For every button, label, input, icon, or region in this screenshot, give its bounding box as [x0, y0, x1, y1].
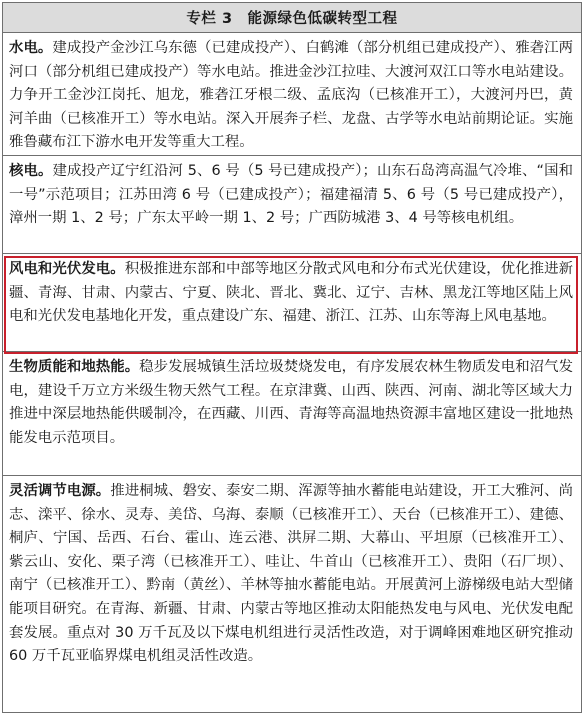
section-body: 建成投产金沙江乌东德（已建成投产）、白鹤滩（部分机组已建成投产）、雅砻江两河口（部分机组已建成投产）等水电站。推进金沙江拉哇、大渡河双江口等水电站建设。力争开工金沙江岗托、旭龙，雅砻江牙根二级、孟底沟（已核准开工），大渡河丹巴，黄河羊曲（已核准开工）等水电站。深入开展奔子栏、龙盘、古学等水电站前期论证。实施雅鲁藏布江下游水电开发等重大工程。 [9, 40, 573, 151]
section-flexible-power [3, 476, 581, 715]
section-heading: 生物质能和地热能。 [9, 359, 140, 375]
section-hydropower [3, 33, 581, 156]
section-heading: 风电和光伏发电。 [9, 261, 125, 277]
section-body: 建成投产辽宁红沿河 5、6 号（5 号已建成投产）；山东石岛湾高温气冷堆、“国和一号”示范项目；江苏田湾 6 号（已建成投产）；福建福清 5、6 号（5 号已建成投产），漳州一期 1、2 号；广东太平岭一期 1、2 号；广西防城港 3、4 号等核电机组。 [9, 163, 573, 227]
section-body: 稳步发展城镇生活垃圾焚烧发电，有序发展农林生物质发电和沼气发电，建设千万立方米级生物天然气工程。在京津冀、山西、陕西、河南、湖北等区域大力推进中深层地热能供暖制冷，在西藏、川西、青海等高温地热资源丰富地区建设一批地热能发电示范项目。 [9, 359, 573, 446]
section-body: 推进桐城、磐安、泰安二期、浑源等抽水蓄能电站建设，开工大雅河、尚志、滦平、徐水、灵寿、美岱、乌海、泰顺（已核准开工）、天台（已核准开工）、建德、桐庐、宁国、岳西、石台、霍山、连云港、洪屏二期、大幕山、平坦原（已核准开工）、紫云山、安化、栗子湾（已核准开工）、哇让、牛首山（已核准开工）、贵阳（石厂坝）、南宁（已核准开工）、黔南（黄丝）、羊林等抽水蓄能电站。开展黄河上游梯级电站大型储能项目研究。在青海、新疆、甘肃、内蒙古等地区推动太阳能热发电与风电、光伏发电配套发展。重点对 30 万千瓦及以下煤电机组进行灵活性改造，对于调峰困难地区研究推动 60 万千瓦亚临界煤电机组灵活性改造。 [9, 483, 573, 665]
section-heading: 水电。 [9, 40, 53, 56]
energy-transition-table [2, 2, 582, 713]
section-biomass-geothermal [3, 352, 581, 476]
section-body: 积极推进东部和中部等地区分散式风电和分布式光伏建设，优化推进新疆、青海、甘肃、内蒙古、宁夏、陕北、晋北、冀北、辽宁、吉林、黑龙江等地区陆上风电和光伏发电基地化开发，重点建设广东、福建、浙江、江苏、山东等海上风电基地。 [9, 261, 573, 325]
section-heading: 灵活调节电源。 [9, 483, 111, 499]
section-nuclear [3, 156, 581, 254]
section-wind-solar [3, 254, 581, 352]
table-title: 专栏 3 能源绿色低碳转型工程 [3, 3, 581, 33]
section-heading: 核电。 [9, 163, 53, 179]
